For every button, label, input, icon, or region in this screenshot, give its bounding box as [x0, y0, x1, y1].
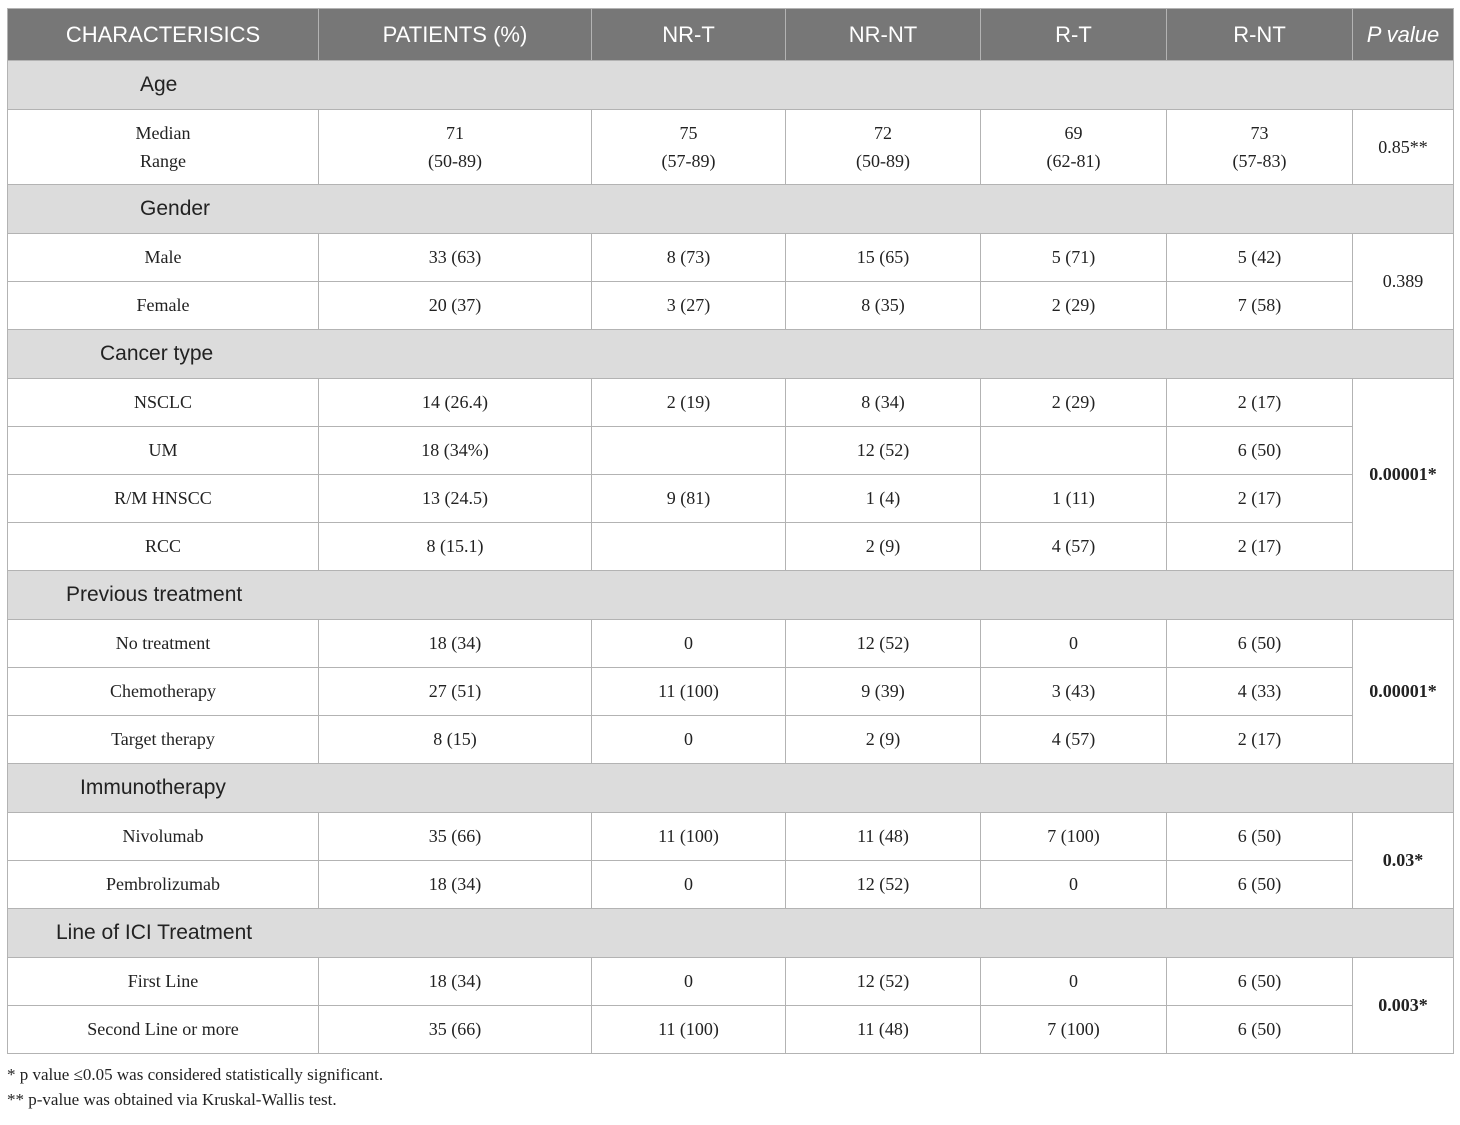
- table-row: [8, 379, 1454, 427]
- age-rt-median: 69: [1064, 123, 1083, 143]
- line-of-ici-r-nt-cell: 6 (50): [1167, 1006, 1353, 1054]
- age-median-label: Median: [135, 123, 191, 143]
- age-rt-range: (62-81): [1046, 151, 1101, 171]
- immunotherapy-r-nt-cell: 6 (50): [1167, 813, 1353, 861]
- cancer-type-r-t-cell: 4 (57): [981, 523, 1167, 571]
- cancer-type-nr-t-cell: [592, 427, 786, 475]
- previous-treatment-r-t-cell: 0: [981, 620, 1167, 668]
- gender-r-nt-cell: 7 (58): [1167, 282, 1353, 330]
- age-patients-cell: [319, 110, 592, 185]
- table-row: [8, 958, 1454, 1006]
- age-nrt-range: (57-89): [661, 151, 716, 171]
- cancer-type-nr-nt-cell: 8 (34): [786, 379, 981, 427]
- previous-treatment-patients-cell: 8 (15): [319, 716, 592, 764]
- gender-label-cell: Female: [8, 282, 319, 330]
- cancer-type-r-nt-cell: 2 (17): [1167, 379, 1353, 427]
- cancer-type-label-cell: R/M HNSCC: [8, 475, 319, 523]
- previous-treatment-p-value: 0.00001*: [1353, 620, 1454, 764]
- table-row-age: [8, 110, 1454, 185]
- age-rnt-range: (57-83): [1232, 151, 1287, 171]
- table-row: [8, 668, 1454, 716]
- cancer-type-label-cell: NSCLC: [8, 379, 319, 427]
- table-container: [7, 8, 1453, 1112]
- gender-patients-cell: 20 (37): [319, 282, 592, 330]
- immunotherapy-r-t-cell: 0: [981, 861, 1167, 909]
- immunotherapy-label-cell: Pembrolizumab: [8, 861, 319, 909]
- section-row-immunotherapy: [8, 764, 1454, 813]
- cancer-type-r-t-cell: 2 (29): [981, 379, 1167, 427]
- footnote-significance: * p value ≤0.05 was considered statistically significant.: [7, 1065, 384, 1084]
- gender-r-nt-cell: 5 (42): [1167, 234, 1353, 282]
- previous-treatment-patients-cell: 27 (51): [319, 668, 592, 716]
- cancer-type-nr-nt-cell: 2 (9): [786, 523, 981, 571]
- section-label-line-of-ici: Line of ICI Treatment: [56, 921, 253, 944]
- gender-nr-t-cell: 8 (73): [592, 234, 786, 282]
- previous-treatment-nr-nt-cell: 2 (9): [786, 716, 981, 764]
- immunotherapy-nr-t-cell: 11 (100): [592, 813, 786, 861]
- cancer-type-r-nt-cell: 2 (17): [1167, 523, 1353, 571]
- section-label-age: Age: [140, 73, 178, 96]
- table-row: [8, 620, 1454, 668]
- table-row: [8, 475, 1454, 523]
- header-p-value: P value: [1353, 9, 1454, 61]
- age-nrnt-cell: [786, 110, 981, 185]
- previous-treatment-r-t-cell: 3 (43): [981, 668, 1167, 716]
- section-row-previous-treatment: [8, 571, 1454, 620]
- immunotherapy-nr-nt-cell: 11 (48): [786, 813, 981, 861]
- previous-treatment-label-cell: No treatment: [8, 620, 319, 668]
- previous-treatment-nr-t-cell: 0: [592, 620, 786, 668]
- immunotherapy-patients-cell: 18 (34): [319, 861, 592, 909]
- table-row: [8, 716, 1454, 764]
- table-row: [8, 861, 1454, 909]
- immunotherapy-r-t-cell: 7 (100): [981, 813, 1167, 861]
- line-of-ici-r-t-cell: 7 (100): [981, 1006, 1167, 1054]
- table-row: [8, 427, 1454, 475]
- age-rnt-median: 73: [1250, 123, 1269, 143]
- cancer-type-patients-cell: 14 (26.4): [319, 379, 592, 427]
- section-label-immunotherapy: Immunotherapy: [80, 776, 226, 799]
- line-of-ici-nr-t-cell: 11 (100): [592, 1006, 786, 1054]
- cancer-type-r-t-cell: [981, 427, 1167, 475]
- line-of-ici-patients-cell: 18 (34): [319, 958, 592, 1006]
- header-patients: PATIENTS (%): [319, 9, 592, 61]
- section-row-line-of-ici: [8, 909, 1454, 958]
- immunotherapy-r-nt-cell: 6 (50): [1167, 861, 1353, 909]
- cancer-type-patients-cell: 8 (15.1): [319, 523, 592, 571]
- section-label-previous-treatment: Previous treatment: [66, 583, 243, 606]
- gender-patients-cell: 33 (63): [319, 234, 592, 282]
- gender-p-value: 0.389: [1353, 234, 1454, 330]
- table-row: [8, 1006, 1454, 1054]
- age-nrt-median: 75: [679, 123, 698, 143]
- table-row: [8, 234, 1454, 282]
- previous-treatment-nr-nt-cell: 12 (52): [786, 620, 981, 668]
- age-nrnt-range: (50-89): [856, 151, 910, 171]
- cancer-type-label-cell: RCC: [8, 523, 319, 571]
- header-characteristics: CHARACTERISICS: [8, 9, 319, 61]
- cancer-type-r-t-cell: 1 (11): [981, 475, 1167, 523]
- section-label-gender: Gender: [140, 197, 211, 220]
- cancer-type-r-nt-cell: 2 (17): [1167, 475, 1353, 523]
- line-of-ici-r-nt-cell: 6 (50): [1167, 958, 1353, 1006]
- header-nr-t: NR-T: [592, 9, 786, 61]
- header-r-nt: R-NT: [1167, 9, 1353, 61]
- cancer-type-r-nt-cell: 6 (50): [1167, 427, 1353, 475]
- cancer-type-p-value: 0.00001*: [1353, 379, 1454, 571]
- header-nr-nt: NR-NT: [786, 9, 981, 61]
- immunotherapy-patients-cell: 35 (66): [319, 813, 592, 861]
- section-row-age: [8, 61, 1454, 110]
- line-of-ici-nr-nt-cell: 12 (52): [786, 958, 981, 1006]
- line-of-ici-label-cell: Second Line or more: [8, 1006, 319, 1054]
- gender-r-t-cell: 5 (71): [981, 234, 1167, 282]
- age-patients-median: 71: [446, 123, 464, 143]
- line-of-ici-label-cell: First Line: [8, 958, 319, 1006]
- characteristics-table: [7, 8, 1454, 1054]
- line-of-ici-p-value: 0.003*: [1353, 958, 1454, 1054]
- section-row-gender: [8, 185, 1454, 234]
- age-rnt-cell: [1167, 110, 1353, 185]
- previous-treatment-label-cell: Chemotherapy: [8, 668, 319, 716]
- gender-nr-nt-cell: 8 (35): [786, 282, 981, 330]
- cancer-type-nr-t-cell: 2 (19): [592, 379, 786, 427]
- header-row: [8, 9, 1454, 61]
- cancer-type-nr-t-cell: 9 (81): [592, 475, 786, 523]
- age-rt-cell: [981, 110, 1167, 185]
- previous-treatment-nr-nt-cell: 9 (39): [786, 668, 981, 716]
- previous-treatment-patients-cell: 18 (34): [319, 620, 592, 668]
- previous-treatment-nr-t-cell: 11 (100): [592, 668, 786, 716]
- table-row: [8, 282, 1454, 330]
- age-p-value: 0.85**: [1353, 110, 1454, 185]
- age-nrnt-median: 72: [874, 123, 892, 143]
- previous-treatment-label-cell: Target therapy: [8, 716, 319, 764]
- table-row: [8, 523, 1454, 571]
- footnote-kruskal-wallis: ** p-value was obtained via Kruskal-Wallis test.: [7, 1090, 337, 1109]
- footnotes: [7, 1062, 1453, 1112]
- gender-nr-nt-cell: 15 (65): [786, 234, 981, 282]
- immunotherapy-nr-t-cell: 0: [592, 861, 786, 909]
- section-row-cancer-type: [8, 330, 1454, 379]
- table-row: [8, 813, 1454, 861]
- previous-treatment-r-nt-cell: 2 (17): [1167, 716, 1353, 764]
- line-of-ici-r-t-cell: 0: [981, 958, 1167, 1006]
- immunotherapy-p-value: 0.03*: [1353, 813, 1454, 909]
- line-of-ici-patients-cell: 35 (66): [319, 1006, 592, 1054]
- cancer-type-label-cell: UM: [8, 427, 319, 475]
- age-nrt-cell: [592, 110, 786, 185]
- line-of-ici-nr-nt-cell: 11 (48): [786, 1006, 981, 1054]
- gender-nr-t-cell: 3 (27): [592, 282, 786, 330]
- line-of-ici-nr-t-cell: 0: [592, 958, 786, 1006]
- previous-treatment-r-nt-cell: 4 (33): [1167, 668, 1353, 716]
- cancer-type-nr-t-cell: [592, 523, 786, 571]
- cancer-type-nr-nt-cell: 1 (4): [786, 475, 981, 523]
- gender-r-t-cell: 2 (29): [981, 282, 1167, 330]
- age-patients-range: (50-89): [428, 151, 482, 171]
- immunotherapy-nr-nt-cell: 12 (52): [786, 861, 981, 909]
- previous-treatment-nr-t-cell: 0: [592, 716, 786, 764]
- immunotherapy-label-cell: Nivolumab: [8, 813, 319, 861]
- previous-treatment-r-t-cell: 4 (57): [981, 716, 1167, 764]
- gender-label-cell: Male: [8, 234, 319, 282]
- cancer-type-patients-cell: 18 (34%): [319, 427, 592, 475]
- age-label-cell: [8, 110, 319, 185]
- cancer-type-nr-nt-cell: 12 (52): [786, 427, 981, 475]
- previous-treatment-r-nt-cell: 6 (50): [1167, 620, 1353, 668]
- header-r-t: R-T: [981, 9, 1167, 61]
- age-range-label: Range: [140, 151, 186, 171]
- section-label-cancer-type: Cancer type: [100, 342, 214, 365]
- cancer-type-patients-cell: 13 (24.5): [319, 475, 592, 523]
